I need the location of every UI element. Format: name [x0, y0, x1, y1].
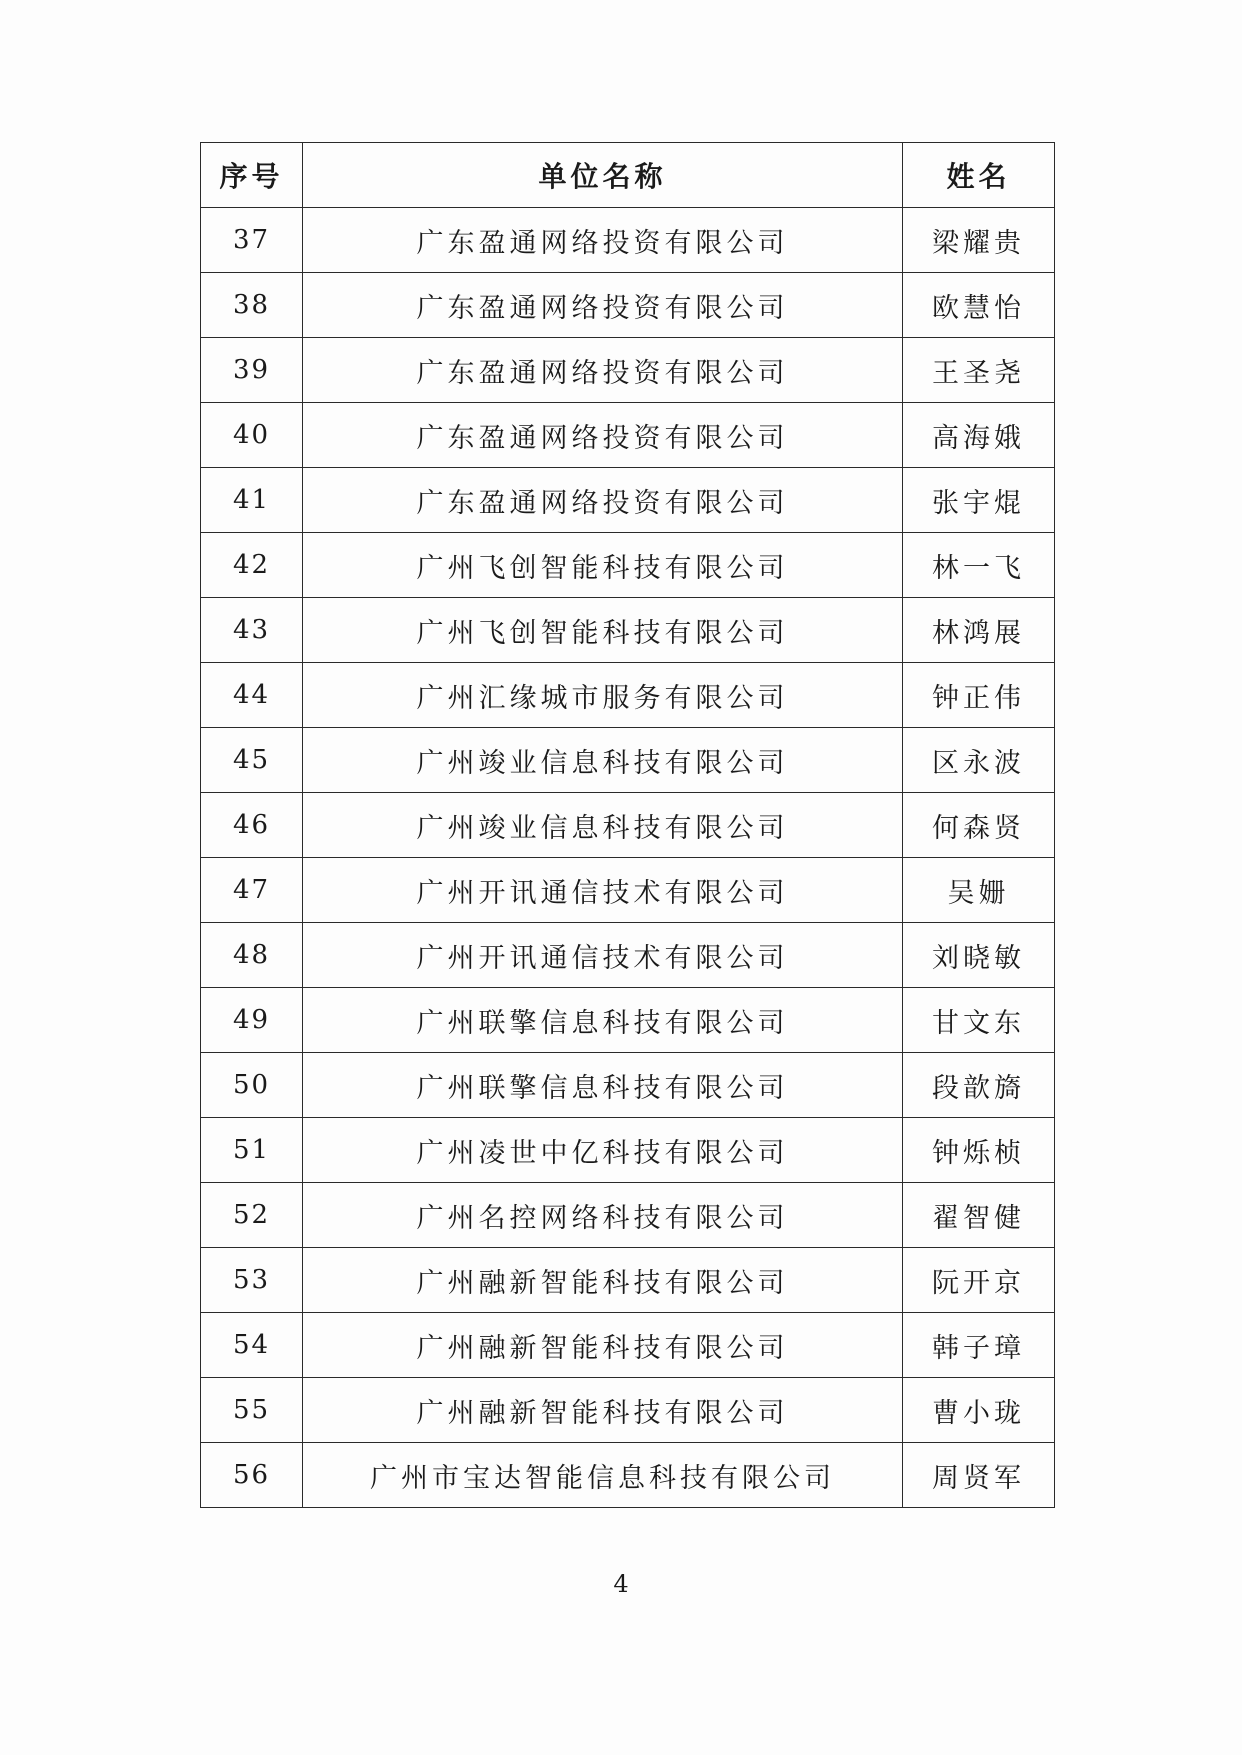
cell-unit: 广州竣业信息科技有限公司: [303, 728, 903, 793]
table-row: [201, 1053, 1055, 1118]
cell-unit: 广东盈通网络投资有限公司: [303, 338, 903, 403]
cell-index: 44: [201, 663, 303, 728]
cell-name: 段歆旖: [903, 1053, 1055, 1118]
cell-index: 48: [201, 923, 303, 988]
cell-name: 钟烁桢: [903, 1118, 1055, 1183]
table-row: [201, 1443, 1055, 1508]
table-row: [201, 208, 1055, 273]
table-row: [201, 1313, 1055, 1378]
cell-index: 46: [201, 793, 303, 858]
cell-unit: 广州凌世中亿科技有限公司: [303, 1118, 903, 1183]
cell-index: 53: [201, 1248, 303, 1313]
page-number: 4: [613, 1570, 629, 1598]
table-row: [201, 923, 1055, 988]
cell-name: 梁耀贵: [903, 208, 1055, 273]
cell-name: 甘文东: [903, 988, 1055, 1053]
cell-index: 55: [201, 1378, 303, 1443]
table-row: [201, 338, 1055, 403]
cell-unit: 广州飞创智能科技有限公司: [303, 533, 903, 598]
cell-unit: 广东盈通网络投资有限公司: [303, 273, 903, 338]
cell-name: 曹小珑: [903, 1378, 1055, 1443]
cell-unit: 广东盈通网络投资有限公司: [303, 208, 903, 273]
table-row: [201, 533, 1055, 598]
cell-index: 49: [201, 988, 303, 1053]
cell-index: 51: [201, 1118, 303, 1183]
cell-index: 47: [201, 858, 303, 923]
cell-index: 37: [201, 208, 303, 273]
table-row: [201, 403, 1055, 468]
cell-index: 41: [201, 468, 303, 533]
header-name: 姓名: [903, 143, 1055, 208]
cell-name: 韩子璋: [903, 1313, 1055, 1378]
cell-unit: 广州融新智能科技有限公司: [303, 1248, 903, 1313]
cell-unit: 广东盈通网络投资有限公司: [303, 403, 903, 468]
header-index: 序号: [201, 143, 303, 208]
cell-name: 高海娥: [903, 403, 1055, 468]
cell-name: 王圣尧: [903, 338, 1055, 403]
cell-name: 何森贤: [903, 793, 1055, 858]
cell-name: 钟正伟: [903, 663, 1055, 728]
table-body: [201, 208, 1055, 1508]
table-row: [201, 1378, 1055, 1443]
cell-index: 40: [201, 403, 303, 468]
cell-unit: 广州融新智能科技有限公司: [303, 1313, 903, 1378]
cell-index: 54: [201, 1313, 303, 1378]
cell-name: 刘晓敏: [903, 923, 1055, 988]
cell-name: 吴姗: [903, 858, 1055, 923]
cell-unit: 广州联擎信息科技有限公司: [303, 988, 903, 1053]
cell-index: 43: [201, 598, 303, 663]
cell-unit: 广州汇缘城市服务有限公司: [303, 663, 903, 728]
cell-name: 张宇焜: [903, 468, 1055, 533]
cell-index: 38: [201, 273, 303, 338]
cell-index: 52: [201, 1183, 303, 1248]
cell-unit: 广州融新智能科技有限公司: [303, 1378, 903, 1443]
cell-name: 区永波: [903, 728, 1055, 793]
cell-name: 欧慧怡: [903, 273, 1055, 338]
cell-unit: 广州开讯通信技术有限公司: [303, 923, 903, 988]
table-row: [201, 663, 1055, 728]
cell-index: 50: [201, 1053, 303, 1118]
table-row: [201, 728, 1055, 793]
table-row: [201, 793, 1055, 858]
table-row: [201, 1248, 1055, 1313]
cell-unit: 广州飞创智能科技有限公司: [303, 598, 903, 663]
cell-name: 林鸿展: [903, 598, 1055, 663]
table-row: [201, 598, 1055, 663]
cell-name: 周贤军: [903, 1443, 1055, 1508]
cell-index: 42: [201, 533, 303, 598]
table-row: [201, 858, 1055, 923]
cell-unit: 广州市宝达智能信息科技有限公司: [303, 1443, 903, 1508]
table-row: [201, 1118, 1055, 1183]
table-header-row: [201, 143, 1055, 208]
table-row: [201, 273, 1055, 338]
cell-unit: 广州竣业信息科技有限公司: [303, 793, 903, 858]
cell-unit: 广州联擎信息科技有限公司: [303, 1053, 903, 1118]
cell-unit: 广州名控网络科技有限公司: [303, 1183, 903, 1248]
cell-index: 56: [201, 1443, 303, 1508]
table-row: [201, 468, 1055, 533]
table-row: [201, 988, 1055, 1053]
cell-unit: 广东盈通网络投资有限公司: [303, 468, 903, 533]
cell-index: 45: [201, 728, 303, 793]
cell-name: 林一飞: [903, 533, 1055, 598]
personnel-table: [200, 142, 1055, 1508]
table-row: [201, 1183, 1055, 1248]
cell-name: 阮开京: [903, 1248, 1055, 1313]
cell-index: 39: [201, 338, 303, 403]
header-unit: 单位名称: [303, 143, 903, 208]
cell-unit: 广州开讯通信技术有限公司: [303, 858, 903, 923]
cell-name: 翟智健: [903, 1183, 1055, 1248]
